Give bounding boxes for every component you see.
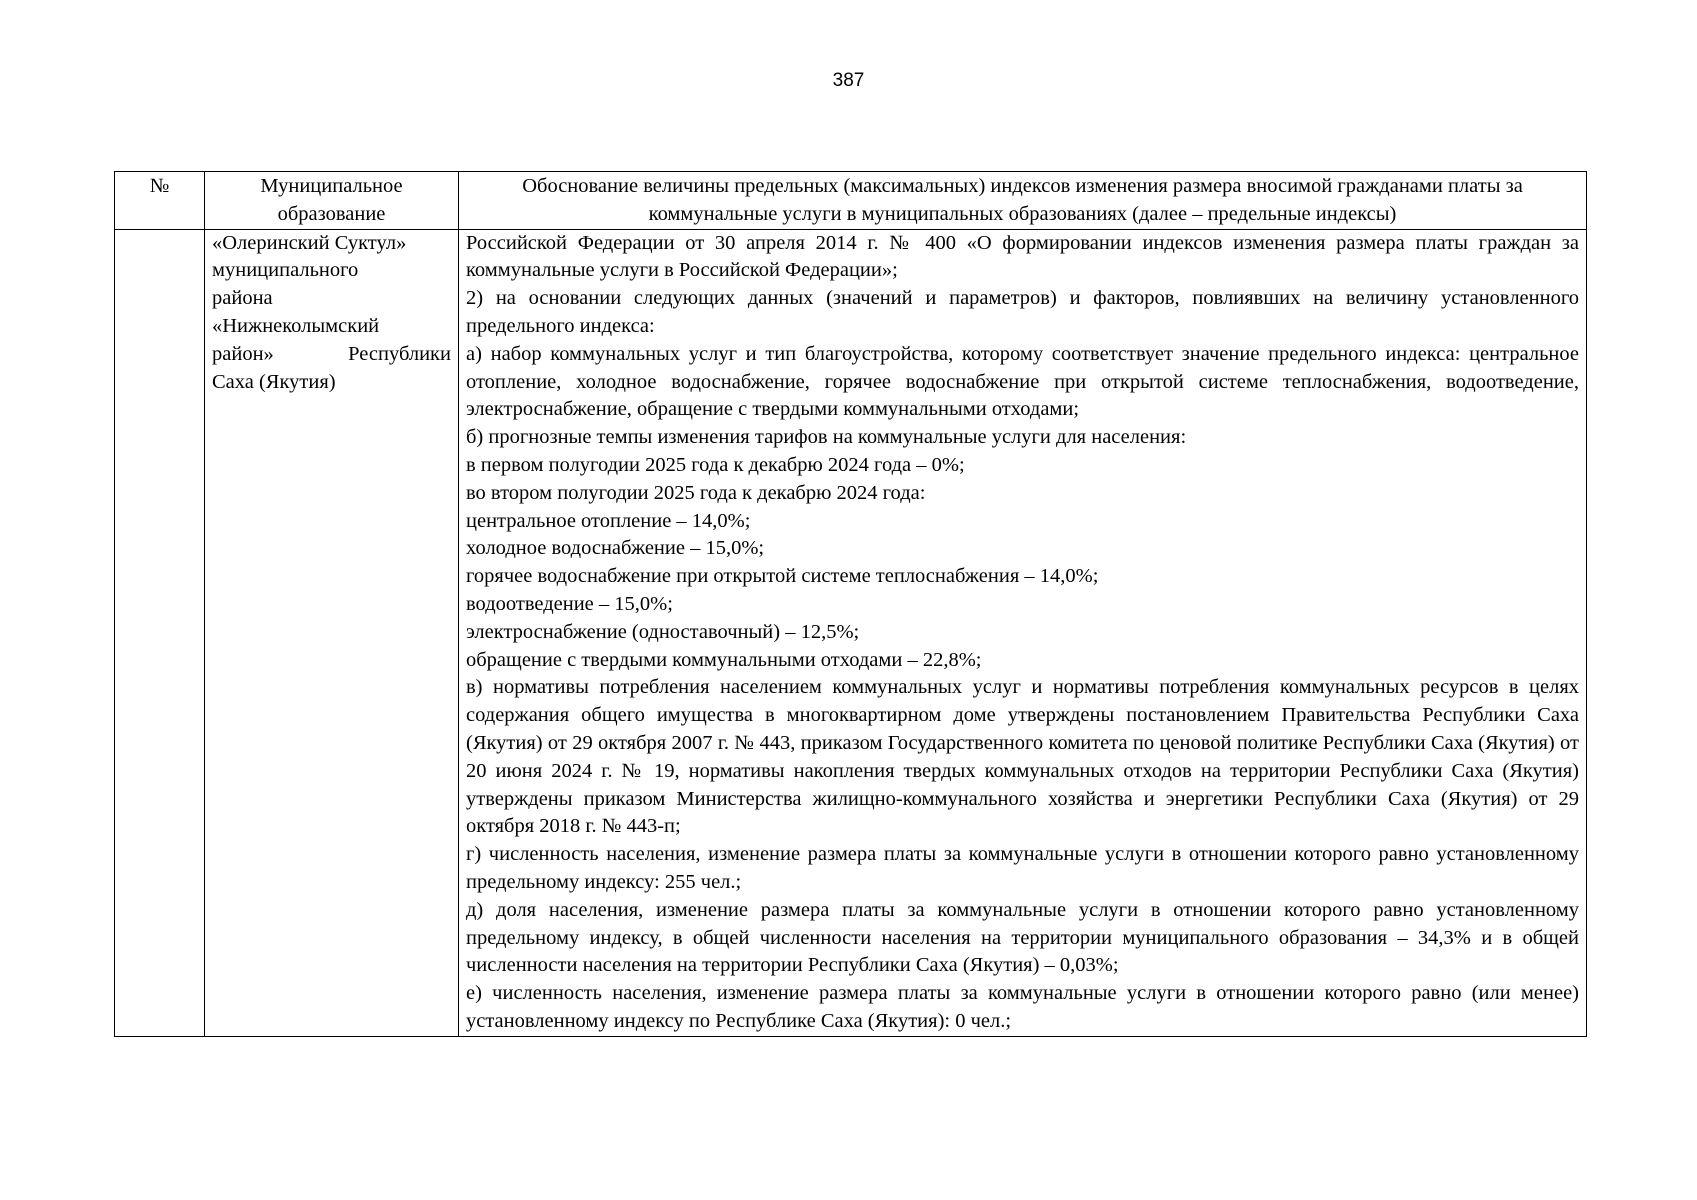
tariff-line: горячее водоснабжение при открытой системе теплоснабжения – 14,0%; [466,565,1099,588]
tariff-line: обращение с твердыми коммунальными отходами – 22,8%; [466,648,982,671]
table-header-row [115,172,1587,230]
paragraph-item-e: е) численность населения, изменение размера платы за коммунальные услуги в отношении которого равно (или менее) установленному индексу по Республике Саха (Якутия): 0 чел.; [466,982,1579,1032]
page-number: 387 [832,70,865,91]
header-justification: Обоснование величины предельных (максимальных) индексов изменения размера вносимой гражданами платы за коммунальные услуги в муниципальных образованиях (далее – предельные индексы) [459,172,1587,230]
tariff-line: центральное отопление – 14,0%; [466,509,751,532]
paragraph-item-v: в) нормативы потребления населением коммунальных услуг и нормативы потребления коммунальных ресурсов в целях содержания общего имущества в многоквартирном доме утверждены постановлением Правительства Республики Саха (Якутия) от 29 октября 2007 г. № 443, приказом Государственного комитета по ценовой политике Республики Саха (Якутия) от 20 июня 2024 г. № 19, нормативы накопления твердых коммунальных отходов на территории Республики Саха (Якутия) утверждены приказом Министерства жилищно-коммунального хозяйства и энергетики Республики Саха (Якутия) от 29 октября 2018 г. № 443-п; [466,676,1579,838]
paragraph-item-d: д) доля населения, изменение размера платы за коммунальные услуги в отношении которого равно установленному предельному индексу, в общей численности населения на территории муниципального образования – 34,3% и в общей численности населения на территории Республики Саха (Якутия) – 0,03%; [466,898,1579,977]
tariff-line: водоотведение – 15,0%; [466,592,673,615]
paragraph-item-2: 2) на основании следующих данных (значений и параметров) и факторов, повлиявших на величину установленного предельного индекса: [466,287,1579,337]
paragraph-law-reference: Российской Федерации от 30 апреля 2014 г. № 400 «О формировании индексов изменения размера платы граждан за коммунальные услуги в Российской Федерации»; [466,231,1579,282]
table-row [115,229,1587,1036]
municipality-line: «Нижнеколымский [212,314,380,337]
municipality-cell [205,229,459,1036]
tariff-line: в первом полугодии 2025 года к декабрю 2024 года – 0%; [466,453,965,476]
header-number: № [115,172,205,230]
municipality-line: район» Республики [212,342,451,365]
municipality-line: «Олеринский Суктул» [212,231,407,254]
row-number-cell [115,229,205,1036]
municipality-line: Саха (Якутия) [212,370,336,393]
justification-cell [459,229,1587,1036]
paragraph-item-a: а) набор коммунальных услуг и тип благоустройства, которому соответствует значение предельного индекса: центральное отопление, холодное водоснабжение, горячее водоснабжение при открытой системе теплоснабжения, водоотведение, электроснабжение, обращение с твердыми коммунальными отходами; [466,342,1579,421]
justification-table [114,171,1587,1037]
tariff-line: во втором полугодии 2025 года к декабрю 2024 года: [466,481,926,504]
paragraph-item-b: б) прогнозные темпы изменения тарифов на коммунальные услуги для населения: [466,426,1187,449]
tariff-line: электроснабжение (одноставочный) – 12,5%; [466,620,860,643]
header-municipality: Муниципальное образование [205,172,459,230]
tariff-line: холодное водоснабжение – 15,0%; [466,537,765,560]
municipality-line: муниципального [212,259,359,282]
municipality-line: района [212,287,273,310]
paragraph-item-g: г) численность населения, изменение размера платы за коммунальные услуги в отношении которого равно установленному предельному индексу: 255 чел.; [466,843,1579,893]
